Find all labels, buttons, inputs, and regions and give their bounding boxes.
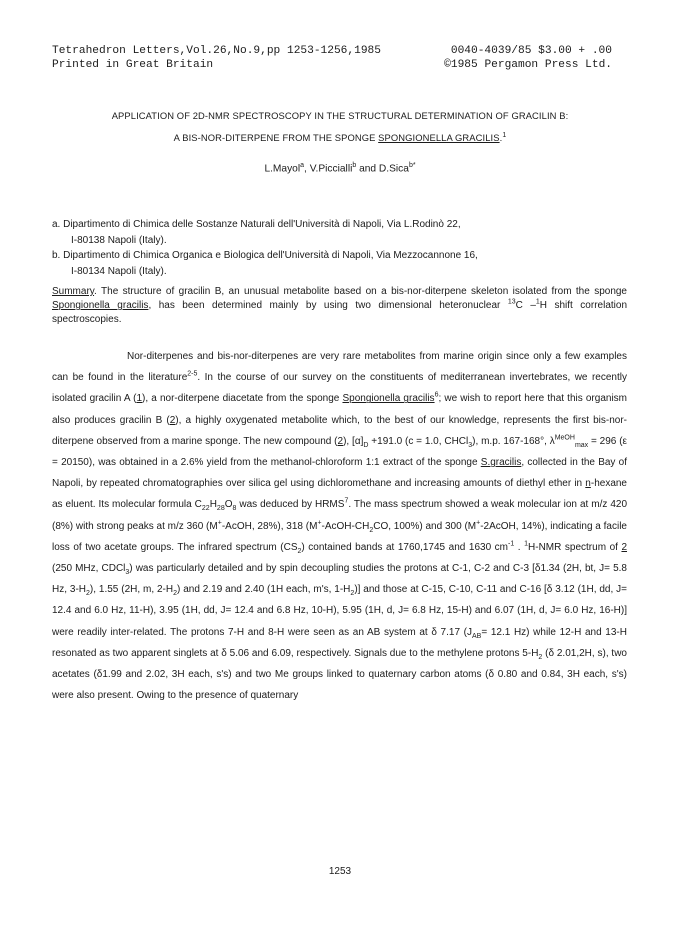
article-title: [40, 106, 640, 148]
subscript: 2: [173, 590, 178, 598]
subscript: 2: [297, 547, 302, 555]
body-text: +191.0 (c = 1.0, CHCl: [368, 435, 469, 447]
subscript: max: [574, 441, 589, 449]
subscript: AB: [472, 632, 482, 640]
reference-marker: 6: [434, 392, 439, 400]
title-line-1: APPLICATION OF 2D-NMR SPECTROSCOPY IN THE STRUCTURAL DETERMINATION OF GRACILIN B:: [111, 110, 569, 121]
body-text: ), a highly oxygenated metabolite which, to the best of our knowledge, represents the first bis-nor-diterpene observed from a marine sponge. The new compound (: [52, 414, 628, 447]
title-period: .: [499, 132, 503, 144]
summary-text-4: H shift correlation spectroscopies.: [52, 300, 628, 325]
author-3-affil: b*: [408, 162, 416, 169]
summary-sup-1: 1: [535, 298, 540, 306]
body-text: . In the course of our survey on the constituents of mediterranean invertebrates, we recently isolated gracilin A (: [52, 372, 627, 405]
body-text: was deduced by HRMS: [236, 499, 345, 511]
body-text: ), [α]: [343, 435, 364, 447]
title-line-2: [40, 126, 640, 148]
body-text: = 12.1 Hz) while 12-H and 13-H resonated as two apparent singlets at δ 5.06 and 6.09, respectively. Signals due to the methylene protons 5-H: [52, 626, 627, 659]
reference-marker: 2-5: [187, 370, 198, 378]
summary-sup-13: 13: [507, 298, 516, 306]
body-text: , collected in the Bay of Napoli, by repeated chromatographies over silica gel using dichloromethane and increasing amounts of diethyl ether in: [52, 457, 627, 490]
body-text: ) and 2.19 and 2.40 (1H each, m's, 1-H: [177, 584, 351, 596]
compound-number: 2: [621, 541, 628, 553]
body-text: (δ 2.01,2H, s), two acetates (δ1.99 and 2.02, 3H each, s's) and two Me groups linked to quaternary carbon atoms (δ 0.80 and 0.84, 3H each, s's) were also present. Owing to the presence of quaternary: [52, 647, 627, 702]
subscript: 28: [216, 505, 225, 513]
summary-species: Spongionella gracilis: [52, 300, 149, 311]
compound-number: 2: [169, 414, 176, 426]
body-text: ), m.p. 167-168°, λ: [472, 435, 555, 447]
reference-marker: 7: [344, 498, 349, 506]
body-text: .: [514, 541, 525, 553]
author-1-affil: a: [300, 162, 305, 169]
body-text: ) was particularly detailed and by spin decoupling studies the protons at C-1, C-2 and C-3 [δ1.34 (2H, bt, J= 5.8 Hz, 3-H: [52, 563, 627, 596]
author-2: V.Piccialli: [309, 163, 353, 175]
subscript: 8: [232, 505, 237, 513]
journal-code: 0040-4039/85 $3.00 + .00: [450, 45, 612, 57]
body-text: . The mass spectrum showed a weak molecular ion at m/z 420 (8%) with strong peaks at m/z 360 (M: [52, 499, 628, 532]
journal-header: [52, 44, 612, 72]
compound-number: 1: [136, 393, 143, 405]
journal-copyright: ©1985 Pergamon Press Ltd.: [444, 59, 612, 71]
superscript: +: [476, 519, 481, 527]
subscript: 2: [369, 526, 374, 534]
subscript: D: [363, 441, 369, 449]
summary-text-1: . The structure of gracilin B, an unusual metabolite based on a bis-nor-diterpene skeleton isolated from the sponge: [94, 286, 627, 297]
species-name: Spongionella gracilis: [342, 393, 435, 405]
body-text: ) contained bands at 1760,1745 and 1630 cm: [301, 541, 509, 553]
body-text: = 296 (ε = 20150), was obtained in a 2.6% yield from the methanol-chloroform 1:1 extract of the sponge: [52, 435, 627, 469]
subscript: 3: [125, 569, 130, 577]
body-text: Nor-diterpenes and bis-nor-diterpenes are very rare metabolites from marine origin since only a few examples can be found in the literature: [52, 351, 627, 384]
summary-paragraph: [52, 285, 627, 327]
journal-citation: Tetrahedron Letters,Vol.26,No.9,pp 1253-1256,1985: [52, 45, 381, 57]
summary-text-2: , has been determined mainly by using two dimensional heteronuclear: [148, 300, 508, 311]
author-1: L.Mayol: [264, 163, 301, 175]
affiliation-b-line-2: I-80134 Napoli (Italy).: [71, 265, 167, 277]
body-text: H: [209, 499, 217, 511]
journal-printed: Printed in Great Britain: [52, 59, 214, 71]
body-text: CO, 100%) and 300 (M: [373, 520, 477, 532]
summary-label: Summary: [52, 286, 95, 297]
compound-number: 2: [337, 435, 344, 447]
subscript: 2: [86, 590, 90, 598]
subscript: 2: [350, 590, 355, 598]
superscript: 1: [524, 540, 529, 548]
superscript: +: [217, 519, 222, 527]
body-text: -AcOH-CH: [321, 520, 370, 532]
author-separator-1: ,: [304, 163, 310, 175]
journal-header-row-2: [52, 58, 612, 72]
affiliations: [52, 217, 632, 279]
title-species: SPONGIONELLA GRACILIS: [378, 132, 500, 144]
body-text: H-NMR spectrum of: [528, 541, 622, 553]
affiliation-a-line-1: a. Dipartimento di Chimica delle Sostanze Naturali dell'Università di Napoli, Via L.Rodinò 22,: [52, 219, 461, 230]
body-text: ), a nor-diterpene diacetate from the sponge: [142, 393, 343, 405]
author-2-affil: b: [352, 162, 357, 169]
superscript: -1: [508, 540, 515, 548]
species-name: S.gracilis: [480, 457, 522, 469]
summary-text-3: C –: [515, 300, 536, 311]
author-separator-2: and: [356, 163, 379, 175]
subscript: 2: [538, 653, 543, 661]
body-text: ; we wish to report here that this organism also produces gracilin B (: [52, 393, 627, 426]
title-line-2-text: A BIS-NOR-DITERPENE FROM THE SPONGE: [173, 132, 379, 144]
affiliation-a-line-2: I-80138 Napoli (Italy).: [71, 234, 167, 246]
body-text: -2AcOH, 14%), indicating a facile loss of two acetate groups. The infrared spectrum (CS: [52, 520, 627, 553]
body-paragraph: [52, 346, 627, 706]
page-number: 1253: [328, 866, 352, 877]
body-text: -hexane as eluent. Its molecular formula C: [52, 478, 627, 511]
title-reference: 1: [502, 132, 507, 139]
italic-prefix: n: [585, 478, 591, 490]
body-text: O: [224, 499, 233, 511]
superscript: MeOH: [554, 434, 575, 442]
author-3: D.Sica: [378, 163, 409, 175]
author-list: [40, 162, 640, 174]
journal-header-row-1: [52, 44, 612, 58]
superscript: +: [317, 519, 322, 527]
body-text: (250 MHz, CDCl: [52, 563, 126, 575]
subscript: 22: [201, 505, 210, 513]
subscript: 3: [468, 441, 473, 449]
body-text: )] and those at C-15, C-10, C-11 and C-16 [δ 3.12 (1H, dd, J= 12.4 and 6.0 Hz, 11-H), 3.95 (1H, dd, J= 12.4 and 6.8 Hz, 10-H), 5.95 (1H, d, J= 6.8 Hz, 15-H) and 6.07 (1H, d, J= 6.0 Hz, 16-H)] were readily inter-related. The protons 7-H and 8-H were seen as an AB system at δ 7.17 (J: [52, 584, 627, 638]
affiliation-b-line-1: b. Dipartimento di Chimica Organica e Biologica dell'Università di Napoli, Via Mezzocannone 16,: [52, 250, 478, 261]
body-text: -AcOH, 28%), 318 (M: [221, 520, 318, 532]
body-text: ), 1.55 (2H, m, 2-H: [89, 584, 174, 596]
